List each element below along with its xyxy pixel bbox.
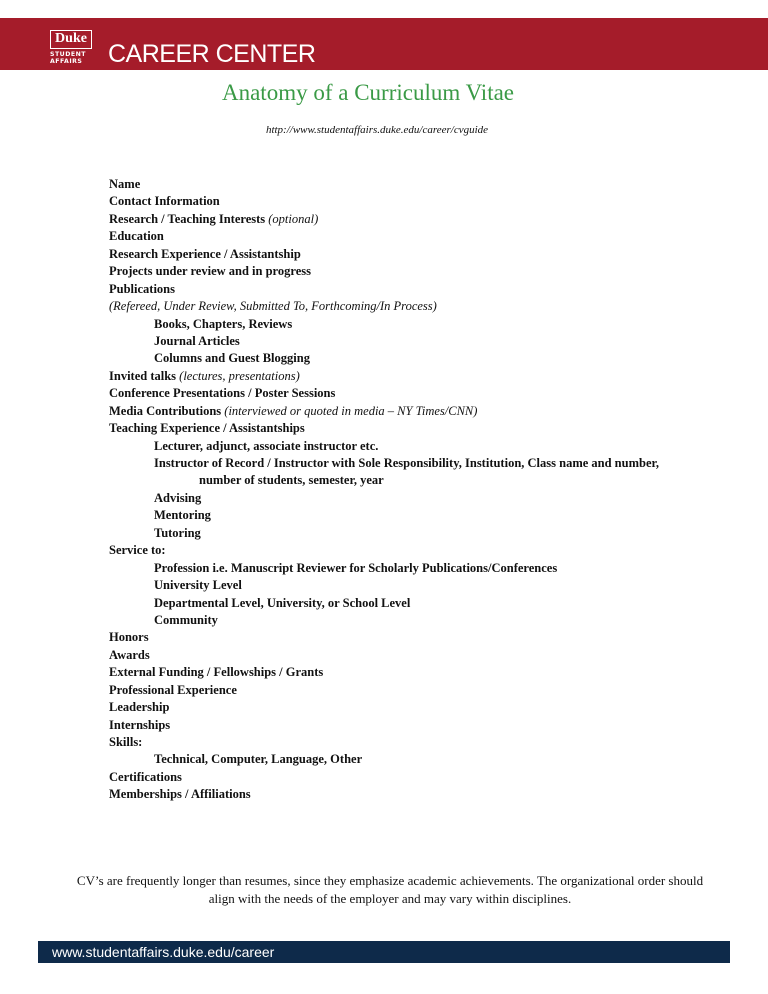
outline-item-label: Conference Presentations / Poster Sessions	[109, 386, 336, 401]
header-banner	[0, 18, 768, 70]
outline-item	[109, 211, 749, 228]
career-center-title: CAREER CENTER	[108, 40, 316, 68]
outline-item-label: Lecturer, adjunct, associate instructor etc.	[154, 438, 379, 453]
outline-item	[109, 525, 749, 542]
footer-bar	[38, 941, 730, 963]
outline-item	[109, 699, 749, 716]
outline-item-label: Teaching Experience / Assistantships	[109, 421, 305, 436]
outline-item-label: Leadership	[109, 700, 170, 715]
outline-item	[109, 298, 749, 315]
outline-item-label: Awards	[109, 647, 150, 662]
outline-item	[109, 368, 749, 385]
outline-item	[109, 769, 749, 786]
outline-item-label: Tutoring	[154, 525, 201, 540]
outline-item-label: Contact Information	[109, 194, 220, 209]
outline-item	[109, 542, 749, 559]
outline-item-label: Instructor of Record / Instructor with Sole Responsibility, Institution, Class name and number,	[154, 456, 660, 470]
outline-item-label: Name	[109, 177, 141, 191]
outline-item-label: Publications	[109, 281, 175, 296]
outline-item	[109, 420, 749, 437]
outline-item-label: Technical, Computer, Language, Other	[154, 752, 363, 767]
outline-item	[109, 246, 749, 263]
outline-item	[109, 228, 749, 245]
outline-item-label: Research Experience / Assistantship	[109, 246, 301, 261]
outline-item-label: Skills:	[109, 735, 143, 749]
outline-item	[109, 333, 749, 350]
footer-link[interactable]: www.studentaffairs.duke.edu/career	[52, 944, 275, 960]
outline-item-note: (lectures, presentations)	[179, 368, 300, 383]
outline-item	[109, 629, 749, 646]
outline-item	[109, 193, 749, 210]
outline-item-label: Columns and Guest Blogging	[154, 351, 310, 366]
document-title-text: Anatomy of a Curriculum Vitae	[221, 80, 514, 105]
outline-item	[109, 577, 749, 594]
outline-item-label: University Level	[154, 578, 242, 593]
outline-item	[109, 734, 749, 751]
outline-item-note: (Refereed, Under Review, Submitted To, Forthcoming/In Process)	[109, 299, 437, 314]
outline-item	[109, 350, 749, 367]
outline-item	[109, 717, 749, 734]
outline-item-label: Community	[154, 612, 218, 627]
outline-item	[109, 595, 749, 612]
outline-item	[109, 403, 749, 420]
outline-item-label: number of students, semester, year	[199, 473, 384, 488]
outline-item-label: Invited talks	[109, 368, 180, 383]
outline-item	[109, 316, 749, 333]
outline-item	[109, 560, 749, 577]
outline-item-label: Honors	[109, 630, 149, 645]
outline-item-label: Internships	[109, 717, 171, 732]
outline-item-label: Certifications	[109, 769, 182, 784]
outline-item	[109, 682, 749, 699]
outline-item-label: Professional Experience	[109, 682, 237, 697]
outline-item-label: Departmental Level, University, or School Level	[154, 595, 411, 610]
outline-item-label: Memberships / Affiliations	[109, 787, 251, 802]
logo-student-affairs-text	[50, 51, 92, 65]
outline-item	[109, 455, 749, 472]
outline-item-label: Journal Articles	[154, 333, 240, 348]
logo-student: STUDENT	[50, 51, 86, 58]
outline-item	[109, 385, 749, 402]
logo-duke-text: Duke	[50, 30, 92, 49]
outline-item	[109, 786, 749, 803]
duke-student-affairs-logo	[50, 30, 92, 70]
footnote-line-2: align with the needs of the employer and may vary within disciplines.	[208, 891, 572, 906]
cvguide-link-text[interactable]: http://www.studentaffairs.duke.edu/career/cvguide	[265, 124, 489, 136]
logo-affairs: AFFAIRS	[50, 58, 83, 65]
document-title	[0, 80, 768, 106]
outline-item	[109, 507, 749, 524]
outline-item-label: External Funding / Fellowships / Grants	[109, 665, 324, 680]
outline-item-note: (interviewed or quoted in media – NY Times/CNN)	[224, 403, 478, 418]
cvguide-link[interactable]	[0, 124, 768, 136]
outline-item	[109, 263, 749, 280]
outline-item	[109, 647, 749, 664]
outline-item	[109, 438, 749, 455]
cv-section-outline	[109, 176, 749, 804]
outline-item-label: Books, Chapters, Reviews	[154, 316, 293, 331]
footnote	[40, 872, 740, 908]
outline-item	[109, 664, 749, 681]
outline-item-label: Education	[109, 229, 164, 244]
outline-item-label: Profession i.e. Manuscript Reviewer for Scholarly Publications/Conferences	[154, 560, 558, 575]
outline-item-label: Service to:	[109, 543, 166, 558]
outline-item	[109, 281, 749, 298]
outline-item	[109, 490, 749, 507]
outline-item-label: Mentoring	[154, 508, 211, 523]
outline-item-label: Research / Teaching Interests	[109, 211, 269, 226]
outline-item-note: (optional)	[268, 211, 319, 226]
outline-item-label: Advising	[154, 490, 202, 505]
outline-item	[109, 176, 749, 193]
outline-item	[109, 612, 749, 629]
outline-item	[109, 472, 749, 489]
footnote-line-1: CV’s are frequently longer than resumes, since they emphasize academic achievements. The organizational order should	[76, 873, 704, 888]
outline-item-label: Media Contributions	[109, 403, 225, 418]
outline-item-label: Projects under review and in progress	[109, 264, 311, 279]
outline-item	[109, 751, 749, 768]
